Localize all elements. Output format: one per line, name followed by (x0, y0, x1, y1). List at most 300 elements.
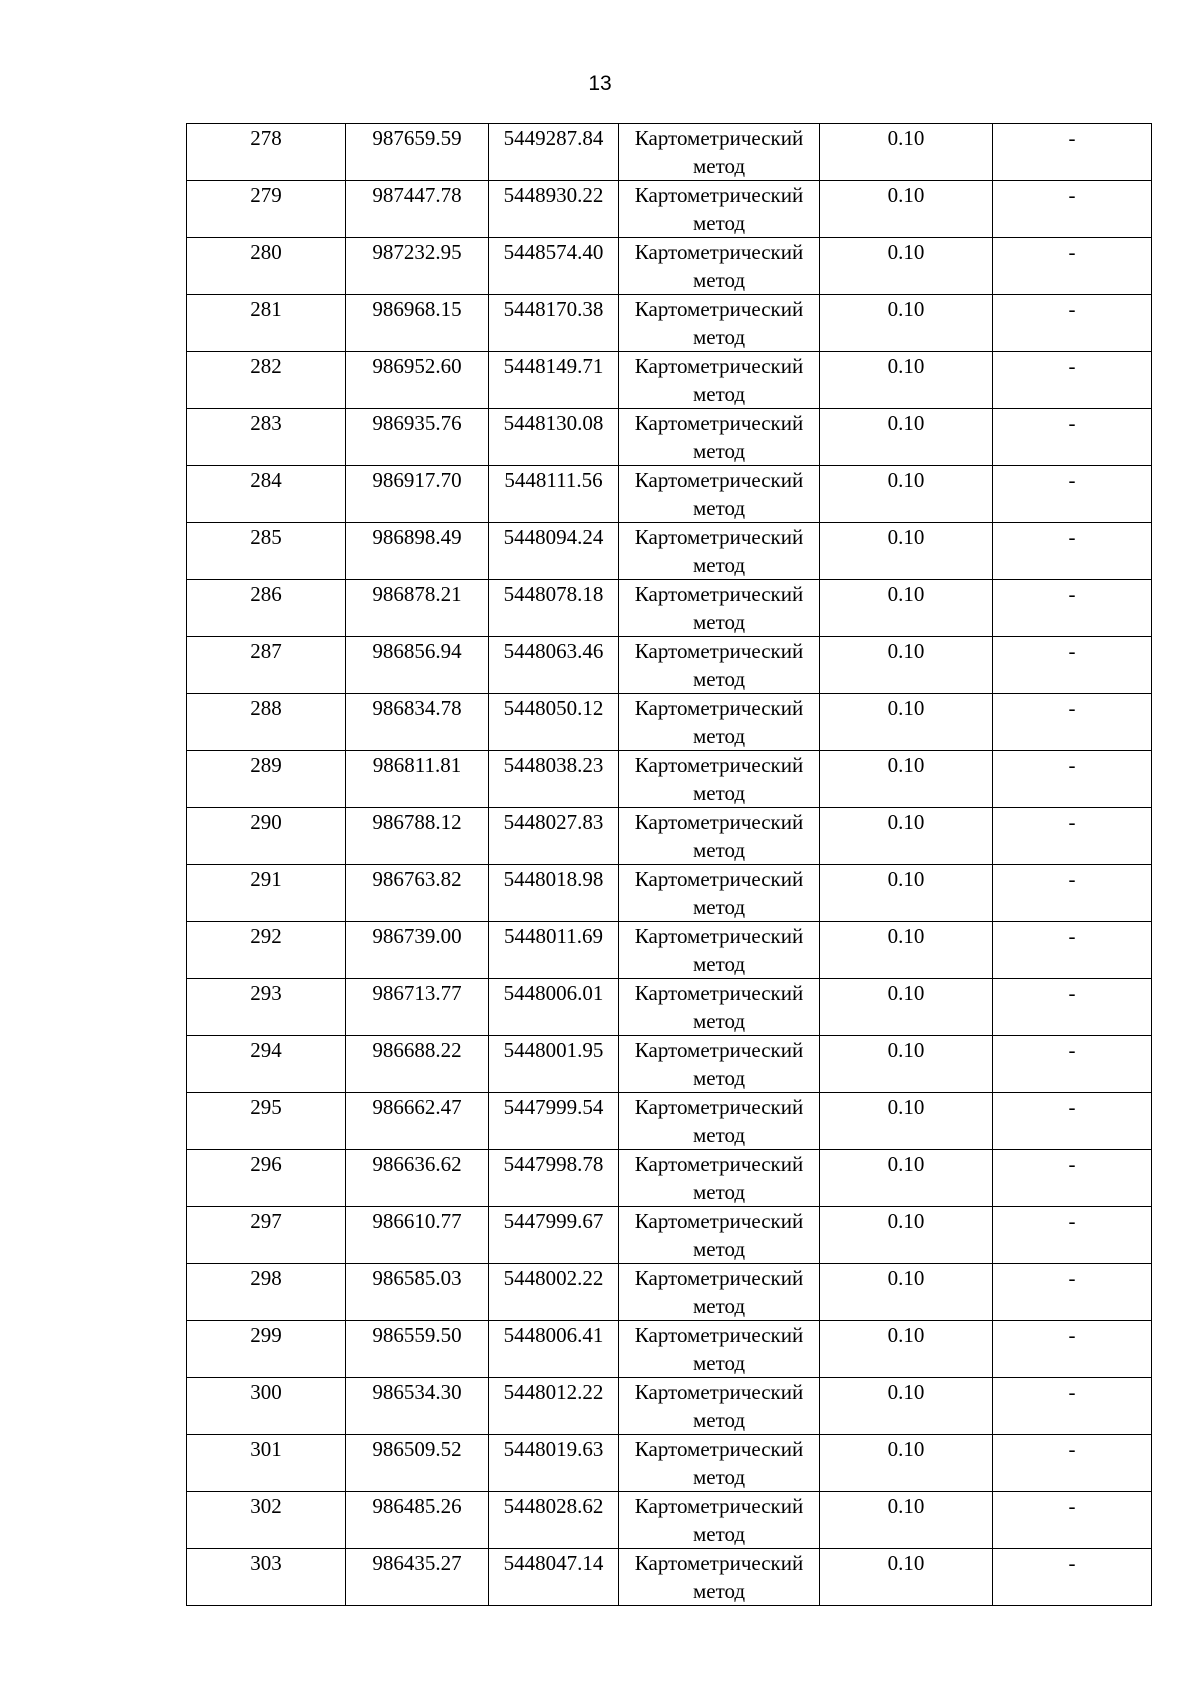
method-cell-text: Картометрический метод (634, 639, 804, 691)
table-row (187, 865, 1152, 922)
accuracy-cell-text: 0.10 (887, 753, 925, 777)
point-number-cell (187, 751, 346, 808)
method-cell-text: Картометрический метод (634, 810, 804, 862)
x-coordinate-cell (346, 523, 489, 580)
x-coordinate-cell (346, 1207, 489, 1264)
table-row (187, 808, 1152, 865)
accuracy-cell-text: 0.10 (887, 867, 925, 891)
point-number-cell (187, 865, 346, 922)
x-coordinate-cell (346, 580, 489, 637)
note-cell-text: - (1068, 297, 1076, 321)
y-coordinate-cell (489, 409, 619, 466)
method-cell (619, 409, 820, 466)
accuracy-cell (820, 295, 993, 352)
table-row (187, 1321, 1152, 1378)
accuracy-cell-text: 0.10 (887, 639, 925, 663)
table-row (187, 922, 1152, 979)
table-row (187, 124, 1152, 181)
accuracy-cell-text: 0.10 (887, 1266, 925, 1290)
page-number: 13 (588, 72, 612, 95)
note-cell-text: - (1068, 1437, 1076, 1461)
method-cell-text: Картометрический метод (634, 297, 804, 349)
point-number-cell-text: 280 (250, 240, 282, 264)
point-number-cell-text: 292 (250, 924, 282, 948)
point-number-cell (187, 1435, 346, 1492)
point-number-cell (187, 1492, 346, 1549)
point-number-cell (187, 808, 346, 865)
y-coordinate-cell (489, 181, 619, 238)
point-number-cell-text: 288 (250, 696, 282, 720)
y-coordinate-cell-text: 5448094.24 (503, 525, 604, 549)
method-cell-text: Картометрический метод (634, 1494, 804, 1546)
note-cell (993, 1264, 1152, 1321)
y-coordinate-cell (489, 1150, 619, 1207)
y-coordinate-cell (489, 523, 619, 580)
point-number-cell (187, 922, 346, 979)
note-cell-text: - (1068, 411, 1076, 435)
point-number-cell-text: 302 (250, 1494, 282, 1518)
y-coordinate-cell-text: 5448063.46 (503, 639, 604, 663)
method-cell (619, 466, 820, 523)
x-coordinate-cell (346, 922, 489, 979)
note-cell-text: - (1068, 1494, 1076, 1518)
accuracy-cell (820, 922, 993, 979)
x-coordinate-cell-text: 986968.15 (372, 297, 462, 321)
note-cell-text: - (1068, 867, 1076, 891)
y-coordinate-cell (489, 238, 619, 295)
note-cell (993, 1150, 1152, 1207)
table-row (187, 1378, 1152, 1435)
x-coordinate-cell-text: 986435.27 (372, 1551, 462, 1575)
y-coordinate-cell (489, 1549, 619, 1606)
x-coordinate-cell-text: 986534.30 (372, 1380, 462, 1404)
method-cell (619, 979, 820, 1036)
x-coordinate-cell-text: 986688.22 (372, 1038, 462, 1062)
table-row (187, 1435, 1152, 1492)
accuracy-cell (820, 409, 993, 466)
accuracy-cell (820, 1492, 993, 1549)
accuracy-cell (820, 1264, 993, 1321)
method-cell (619, 124, 820, 181)
point-number-cell-text: 283 (250, 411, 282, 435)
point-number-cell (187, 295, 346, 352)
method-cell (619, 1492, 820, 1549)
note-cell (993, 1036, 1152, 1093)
table-row (187, 1549, 1152, 1606)
accuracy-cell-text: 0.10 (887, 126, 925, 150)
note-cell (993, 1378, 1152, 1435)
note-cell (993, 1093, 1152, 1150)
y-coordinate-cell-text: 5448930.22 (503, 183, 604, 207)
y-coordinate-cell (489, 1093, 619, 1150)
accuracy-cell-text: 0.10 (887, 240, 925, 264)
x-coordinate-cell (346, 181, 489, 238)
x-coordinate-cell (346, 1036, 489, 1093)
x-coordinate-cell-text: 986952.60 (372, 354, 462, 378)
note-cell (993, 1207, 1152, 1264)
x-coordinate-cell (346, 1492, 489, 1549)
accuracy-cell-text: 0.10 (887, 1209, 925, 1233)
point-number-cell-text: 296 (250, 1152, 282, 1176)
y-coordinate-cell-text: 5448012.22 (503, 1380, 604, 1404)
accuracy-cell (820, 979, 993, 1036)
method-cell-text: Картометрический метод (634, 582, 804, 634)
y-coordinate-cell-text: 5448574.40 (503, 240, 604, 264)
accuracy-cell-text: 0.10 (887, 1152, 925, 1176)
x-coordinate-cell (346, 238, 489, 295)
note-cell (993, 637, 1152, 694)
x-coordinate-cell (346, 751, 489, 808)
table-row (187, 409, 1152, 466)
x-coordinate-cell (346, 808, 489, 865)
method-cell (619, 1150, 820, 1207)
y-coordinate-cell-text: 5448027.83 (503, 810, 604, 834)
accuracy-cell-text: 0.10 (887, 183, 925, 207)
x-coordinate-cell-text: 986834.78 (372, 696, 462, 720)
note-cell-text: - (1068, 981, 1076, 1005)
method-cell-text: Картометрический метод (634, 924, 804, 976)
method-cell-text: Картометрический метод (634, 1551, 804, 1603)
x-coordinate-cell-text: 986856.94 (372, 639, 462, 663)
y-coordinate-cell (489, 466, 619, 523)
y-coordinate-cell (489, 1492, 619, 1549)
y-coordinate-cell-text: 5448028.62 (503, 1494, 604, 1518)
note-cell-text: - (1068, 1152, 1076, 1176)
table-row (187, 295, 1152, 352)
accuracy-cell (820, 1549, 993, 1606)
table-row (187, 1093, 1152, 1150)
coordinates-table (186, 123, 1152, 1606)
note-cell-text: - (1068, 183, 1076, 207)
accuracy-cell (820, 1435, 993, 1492)
y-coordinate-cell (489, 979, 619, 1036)
note-cell-text: - (1068, 810, 1076, 834)
note-cell-text: - (1068, 1209, 1076, 1233)
accuracy-cell-text: 0.10 (887, 1038, 925, 1062)
table-row (187, 1264, 1152, 1321)
note-cell-text: - (1068, 1323, 1076, 1347)
note-cell (993, 865, 1152, 922)
point-number-cell (187, 1378, 346, 1435)
y-coordinate-cell (489, 694, 619, 751)
note-cell-text: - (1068, 1038, 1076, 1062)
point-number-cell (187, 181, 346, 238)
accuracy-cell (820, 1321, 993, 1378)
y-coordinate-cell-text: 5448019.63 (503, 1437, 604, 1461)
x-coordinate-cell (346, 124, 489, 181)
point-number-cell-text: 281 (250, 297, 282, 321)
point-number-cell-text: 290 (250, 810, 282, 834)
x-coordinate-cell-text: 986811.81 (372, 753, 462, 777)
y-coordinate-cell (489, 1435, 619, 1492)
method-cell (619, 1264, 820, 1321)
accuracy-cell-text: 0.10 (887, 1095, 925, 1119)
table-row (187, 1036, 1152, 1093)
accuracy-cell (820, 238, 993, 295)
point-number-cell-text: 300 (250, 1380, 282, 1404)
accuracy-cell (820, 181, 993, 238)
accuracy-cell-text: 0.10 (887, 1323, 925, 1347)
method-cell (619, 1207, 820, 1264)
method-cell-text: Картометрический метод (634, 183, 804, 235)
x-coordinate-cell (346, 1378, 489, 1435)
point-number-cell-text: 298 (250, 1266, 282, 1290)
y-coordinate-cell-text: 5448038.23 (503, 753, 604, 777)
y-coordinate-cell-text: 5448001.95 (503, 1038, 604, 1062)
point-number-cell (187, 1549, 346, 1606)
table-row (187, 238, 1152, 295)
y-coordinate-cell (489, 1321, 619, 1378)
note-cell-text: - (1068, 240, 1076, 264)
point-number-cell (187, 409, 346, 466)
note-cell (993, 523, 1152, 580)
method-cell-text: Картометрический метод (634, 411, 804, 463)
x-coordinate-cell-text: 986610.77 (372, 1209, 462, 1233)
point-number-cell (187, 124, 346, 181)
point-number-cell (187, 352, 346, 409)
accuracy-cell-text: 0.10 (887, 981, 925, 1005)
x-coordinate-cell-text: 986917.70 (372, 468, 462, 492)
y-coordinate-cell (489, 1036, 619, 1093)
note-cell-text: - (1068, 1380, 1076, 1404)
method-cell-text: Картометрический метод (634, 354, 804, 406)
x-coordinate-cell (346, 295, 489, 352)
note-cell-text: - (1068, 126, 1076, 150)
note-cell-text: - (1068, 924, 1076, 948)
point-number-cell-text: 293 (250, 981, 282, 1005)
table-row (187, 580, 1152, 637)
point-number-cell (187, 1321, 346, 1378)
point-number-cell-text: 295 (250, 1095, 282, 1119)
table-row (187, 181, 1152, 238)
accuracy-cell (820, 1093, 993, 1150)
y-coordinate-cell-text: 5448006.01 (503, 981, 604, 1005)
x-coordinate-cell-text: 986585.03 (372, 1266, 462, 1290)
note-cell (993, 124, 1152, 181)
x-coordinate-cell (346, 1150, 489, 1207)
point-number-cell-text: 278 (250, 126, 282, 150)
method-cell (619, 751, 820, 808)
point-number-cell-text: 303 (250, 1551, 282, 1575)
note-cell-text: - (1068, 525, 1076, 549)
y-coordinate-cell (489, 1264, 619, 1321)
accuracy-cell-text: 0.10 (887, 1437, 925, 1461)
method-cell-text: Картометрический метод (634, 1437, 804, 1489)
note-cell (993, 466, 1152, 523)
x-coordinate-cell-text: 986713.77 (372, 981, 462, 1005)
accuracy-cell (820, 637, 993, 694)
method-cell-text: Картометрический метод (634, 468, 804, 520)
method-cell-text: Картометрический метод (634, 1038, 804, 1090)
note-cell (993, 295, 1152, 352)
table-row (187, 694, 1152, 751)
x-coordinate-cell-text: 986485.26 (372, 1494, 462, 1518)
table-row (187, 1492, 1152, 1549)
point-number-cell (187, 1207, 346, 1264)
y-coordinate-cell (489, 865, 619, 922)
table-row (187, 466, 1152, 523)
point-number-cell-text: 279 (250, 183, 282, 207)
method-cell-text: Картометрический метод (634, 240, 804, 292)
method-cell (619, 1435, 820, 1492)
x-coordinate-cell-text: 986763.82 (372, 867, 462, 891)
method-cell (619, 295, 820, 352)
note-cell (993, 1321, 1152, 1378)
note-cell-text: - (1068, 1095, 1076, 1119)
x-coordinate-cell (346, 637, 489, 694)
accuracy-cell-text: 0.10 (887, 924, 925, 948)
method-cell (619, 808, 820, 865)
point-number-cell-text: 294 (250, 1038, 282, 1062)
accuracy-cell-text: 0.10 (887, 1551, 925, 1575)
table-row (187, 637, 1152, 694)
method-cell-text: Картометрический метод (634, 126, 804, 178)
table-row (187, 1207, 1152, 1264)
accuracy-cell (820, 1036, 993, 1093)
method-cell (619, 238, 820, 295)
x-coordinate-cell-text: 986636.62 (372, 1152, 462, 1176)
table-row (187, 751, 1152, 808)
y-coordinate-cell (489, 922, 619, 979)
accuracy-cell (820, 124, 993, 181)
y-coordinate-cell-text: 5447999.67 (503, 1209, 604, 1233)
y-coordinate-cell (489, 580, 619, 637)
note-cell (993, 808, 1152, 865)
method-cell (619, 523, 820, 580)
x-coordinate-cell-text: 986509.52 (372, 1437, 462, 1461)
accuracy-cell-text: 0.10 (887, 411, 925, 435)
x-coordinate-cell (346, 1264, 489, 1321)
point-number-cell-text: 297 (250, 1209, 282, 1233)
point-number-cell-text: 291 (250, 867, 282, 891)
y-coordinate-cell-text: 5449287.84 (503, 126, 604, 150)
x-coordinate-cell-text: 987447.78 (372, 183, 462, 207)
point-number-cell (187, 979, 346, 1036)
method-cell (619, 352, 820, 409)
y-coordinate-cell-text: 5448006.41 (503, 1323, 604, 1347)
point-number-cell-text: 285 (250, 525, 282, 549)
method-cell-text: Картометрический метод (634, 696, 804, 748)
y-coordinate-cell (489, 1378, 619, 1435)
method-cell-text: Картометрический метод (634, 1266, 804, 1318)
point-number-cell (187, 637, 346, 694)
x-coordinate-cell-text: 987659.59 (372, 126, 462, 150)
point-number-cell (187, 580, 346, 637)
accuracy-cell-text: 0.10 (887, 354, 925, 378)
y-coordinate-cell (489, 1207, 619, 1264)
accuracy-cell (820, 466, 993, 523)
x-coordinate-cell-text: 986898.49 (372, 525, 462, 549)
y-coordinate-cell (489, 637, 619, 694)
note-cell-text: - (1068, 1266, 1076, 1290)
y-coordinate-cell (489, 751, 619, 808)
y-coordinate-cell-text: 5448047.14 (503, 1551, 604, 1575)
accuracy-cell (820, 1150, 993, 1207)
x-coordinate-cell-text: 986788.12 (372, 810, 462, 834)
note-cell (993, 409, 1152, 466)
method-cell-text: Картометрический метод (634, 1323, 804, 1375)
accuracy-cell (820, 808, 993, 865)
method-cell (619, 637, 820, 694)
x-coordinate-cell (346, 1435, 489, 1492)
note-cell-text: - (1068, 639, 1076, 663)
note-cell-text: - (1068, 354, 1076, 378)
accuracy-cell (820, 1207, 993, 1264)
y-coordinate-cell-text: 5448018.98 (503, 867, 604, 891)
note-cell (993, 1549, 1152, 1606)
note-cell (993, 1492, 1152, 1549)
note-cell-text: - (1068, 468, 1076, 492)
y-coordinate-cell-text: 5448149.71 (503, 354, 604, 378)
x-coordinate-cell (346, 865, 489, 922)
note-cell (993, 352, 1152, 409)
point-number-cell-text: 287 (250, 639, 282, 663)
accuracy-cell (820, 352, 993, 409)
x-coordinate-cell (346, 466, 489, 523)
y-coordinate-cell (489, 124, 619, 181)
x-coordinate-cell-text: 986559.50 (372, 1323, 462, 1347)
note-cell-text: - (1068, 696, 1076, 720)
y-coordinate-cell (489, 352, 619, 409)
point-number-cell-text: 284 (250, 468, 282, 492)
method-cell-text: Картометрический метод (634, 867, 804, 919)
x-coordinate-cell (346, 694, 489, 751)
accuracy-cell-text: 0.10 (887, 468, 925, 492)
accuracy-cell (820, 694, 993, 751)
note-cell (993, 181, 1152, 238)
accuracy-cell (820, 523, 993, 580)
y-coordinate-cell-text: 5448078.18 (503, 582, 604, 606)
point-number-cell (187, 1264, 346, 1321)
point-number-cell-text: 301 (250, 1437, 282, 1461)
y-coordinate-cell (489, 295, 619, 352)
method-cell (619, 181, 820, 238)
table-row (187, 352, 1152, 409)
method-cell (619, 1036, 820, 1093)
y-coordinate-cell (489, 808, 619, 865)
method-cell (619, 1093, 820, 1150)
method-cell-text: Картометрический метод (634, 1152, 804, 1204)
point-number-cell (187, 694, 346, 751)
y-coordinate-cell-text: 5448002.22 (503, 1266, 604, 1290)
accuracy-cell-text: 0.10 (887, 582, 925, 606)
note-cell (993, 238, 1152, 295)
point-number-cell (187, 466, 346, 523)
method-cell (619, 694, 820, 751)
note-cell (993, 580, 1152, 637)
x-coordinate-cell (346, 979, 489, 1036)
point-number-cell (187, 1093, 346, 1150)
method-cell (619, 865, 820, 922)
note-cell (993, 694, 1152, 751)
note-cell (993, 1435, 1152, 1492)
point-number-cell-text: 286 (250, 582, 282, 606)
table-row (187, 979, 1152, 1036)
y-coordinate-cell-text: 5447999.54 (503, 1095, 604, 1119)
method-cell-text: Картометрический метод (634, 1380, 804, 1432)
x-coordinate-cell-text: 986878.21 (372, 582, 462, 606)
accuracy-cell (820, 751, 993, 808)
x-coordinate-cell (346, 1549, 489, 1606)
method-cell (619, 580, 820, 637)
y-coordinate-cell-text: 5447998.78 (503, 1152, 604, 1176)
accuracy-cell-text: 0.10 (887, 1380, 925, 1404)
point-number-cell (187, 1036, 346, 1093)
accuracy-cell-text: 0.10 (887, 810, 925, 834)
method-cell (619, 1549, 820, 1606)
accuracy-cell-text: 0.10 (887, 525, 925, 549)
point-number-cell-text: 289 (250, 753, 282, 777)
